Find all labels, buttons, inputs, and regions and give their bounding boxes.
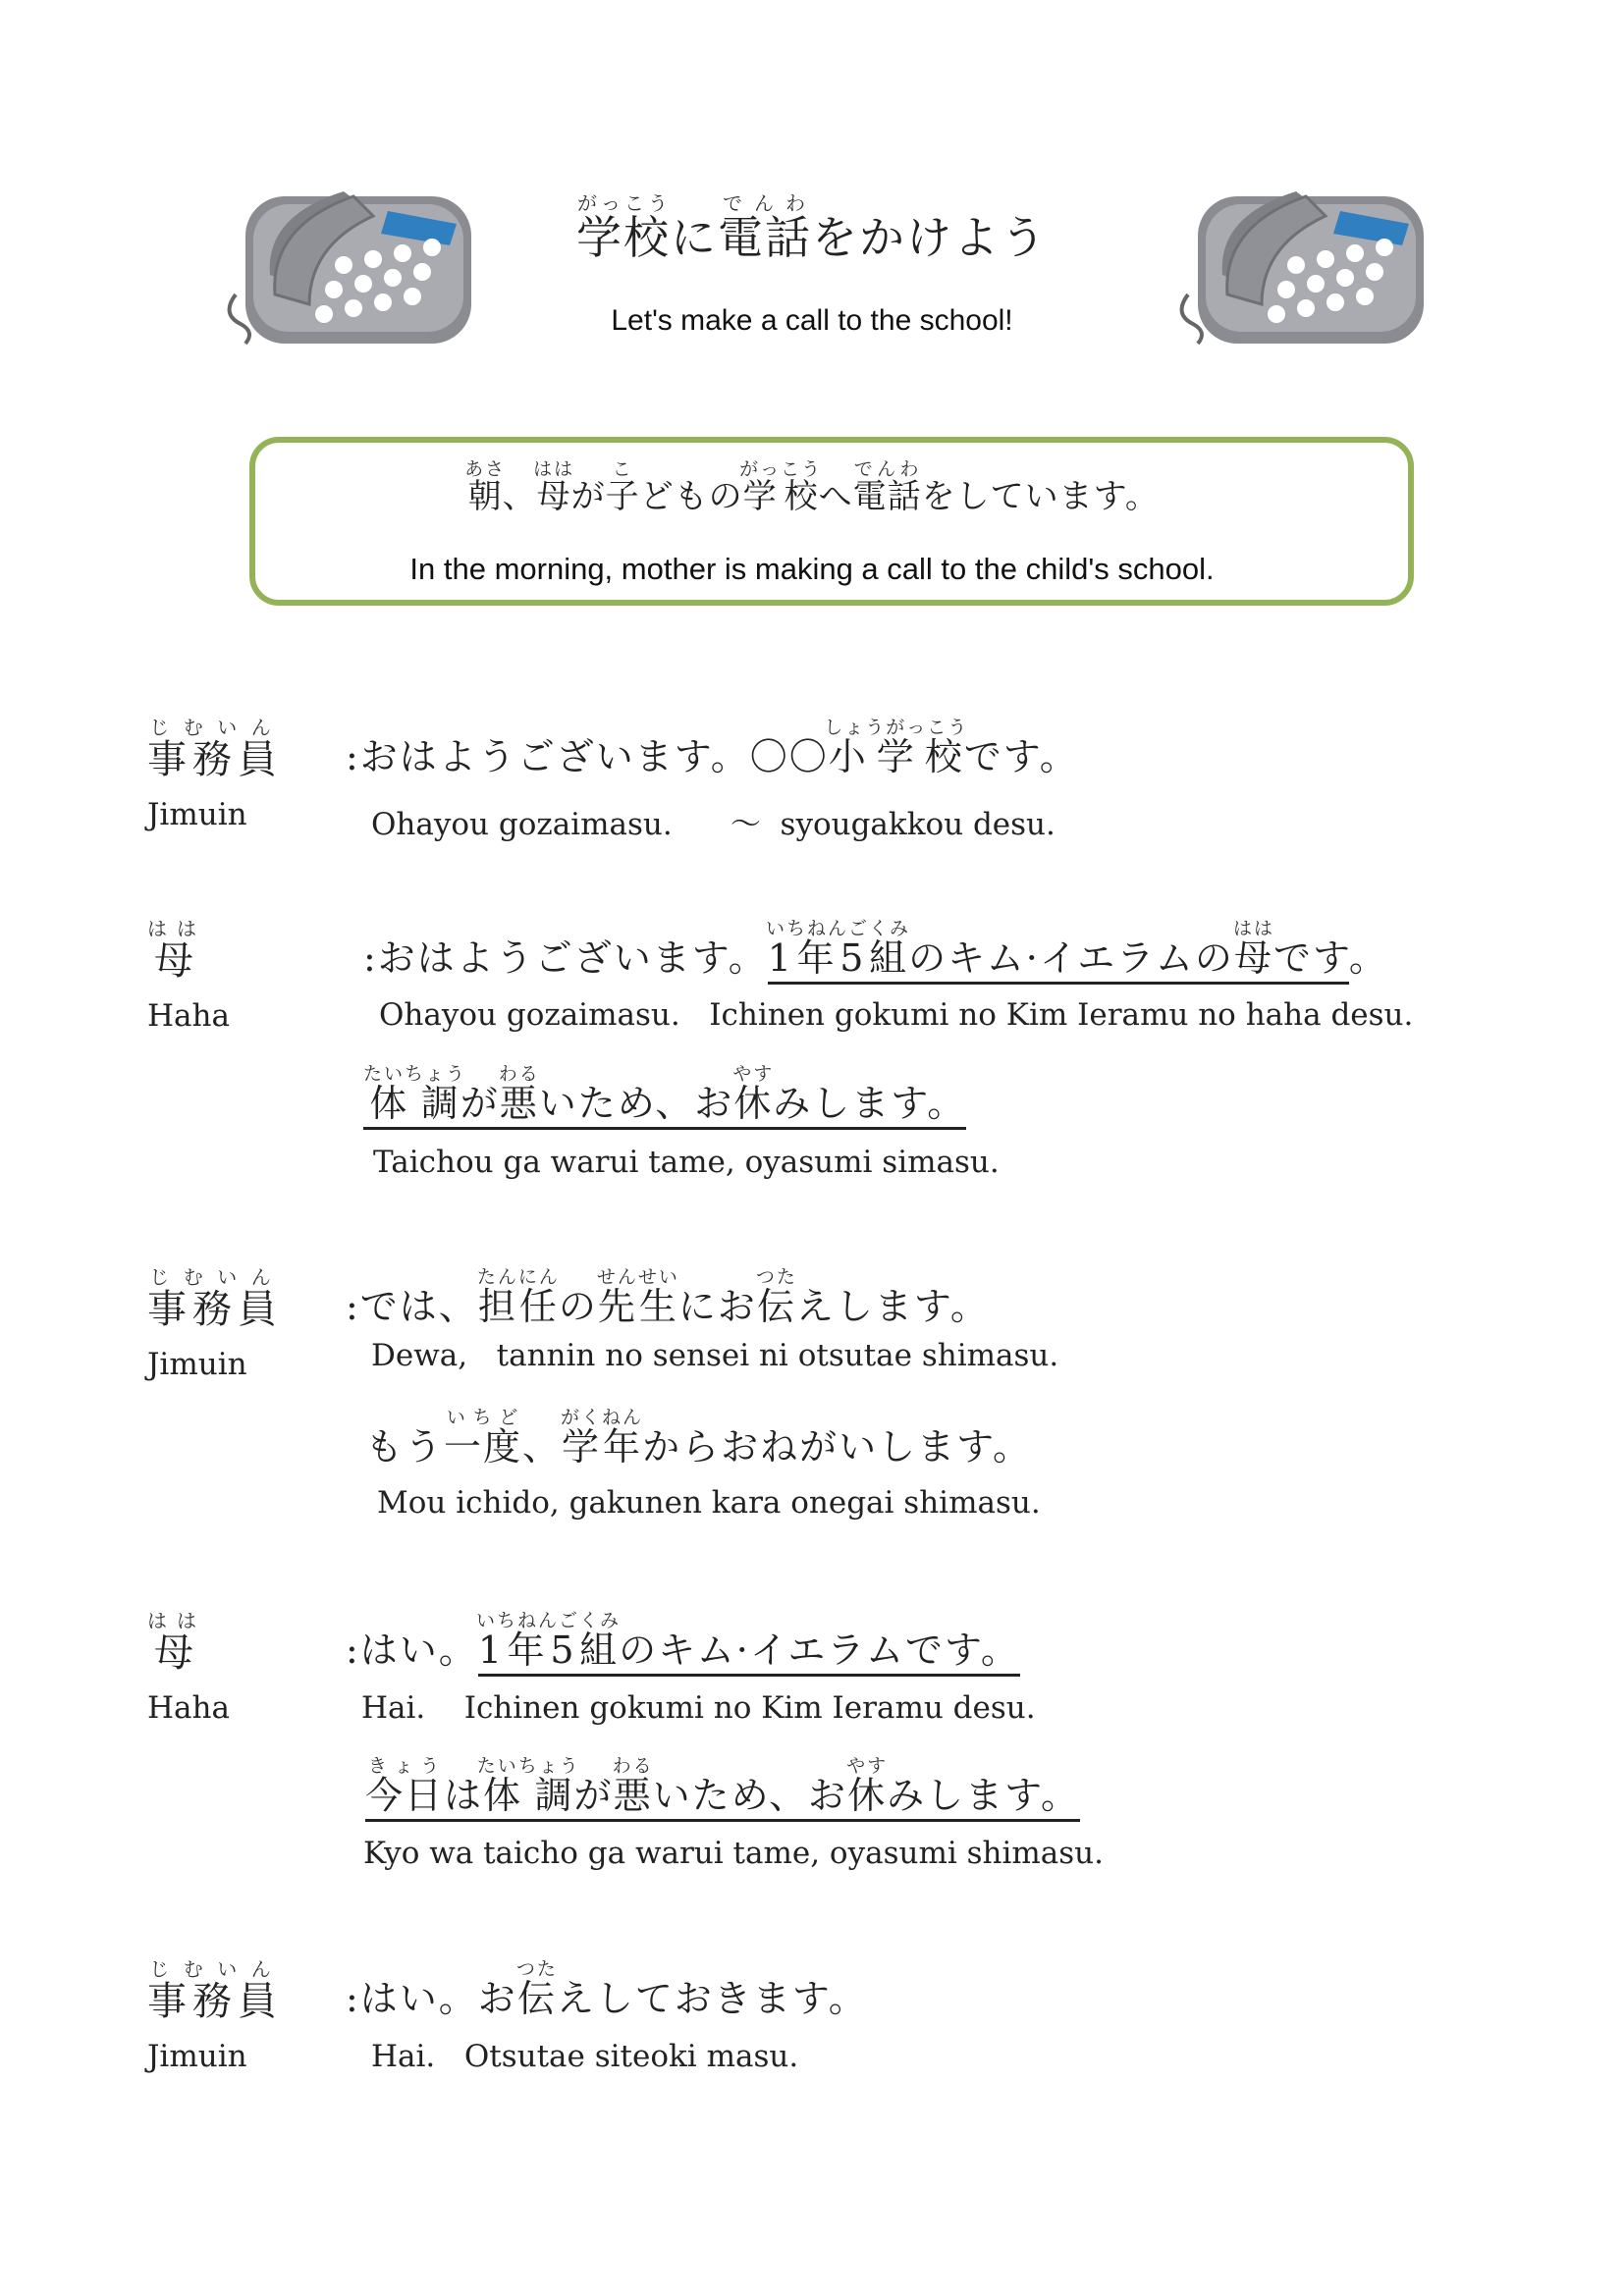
speaker-name — [147, 918, 206, 986]
furigana-word: 休やす — [846, 1755, 889, 1817]
dialogue-line-japanese: :はい。1年5組いちねんごくみのキム·イエラムです。 — [346, 1610, 1020, 1674]
furigana-word: 担任たんにん — [476, 1266, 560, 1328]
furigana-word: 伝つた — [515, 1958, 558, 2020]
furigana-word: 体調たいちょう — [476, 1755, 580, 1817]
dialogue-line-japanese: :はい。お伝つたえしておきます。 — [346, 1958, 868, 2020]
underlined-phrase: 1年5組いちねんごくみのキム·イエラムです。 — [478, 1629, 1020, 1677]
speaker-name — [147, 1266, 283, 1334]
underlined-phrase: 今日きょうは体調たいちょうが悪わるいため、お休やすみします。 — [365, 1774, 1080, 1822]
speaker-romaji: Jimuin — [147, 1347, 247, 1382]
speaker-name — [147, 1958, 283, 2026]
furigana-word: 学校がっこう — [739, 458, 823, 516]
speaker-name — [147, 1610, 206, 1678]
dialogue-line-romaji: Hai. Otsutae siteoki masu. — [371, 2039, 799, 2074]
speaker-romaji: Haha — [147, 1690, 230, 1726]
dialogue-line-romaji: Ohayou gozaimasu. Ichinen gokumi no Kim Ieramu no haha desu. — [379, 997, 1414, 1033]
furigana-word: 悪わる — [612, 1755, 654, 1817]
dialogue-line-japanese: :おはようございます。〇〇小学校しょうがっこうです。 — [346, 717, 1079, 778]
dialogue-line-romaji: Kyo wa taicho ga warui tame, oyasumi shimasu. — [363, 1836, 1105, 1871]
scene-description-english: In the morning, mother is making a call to the child's school. — [409, 552, 1215, 586]
dialogue-line-romaji: Mou ichido, gakunen kara onegai shimasu. — [377, 1485, 1041, 1521]
furigana-word: 事務員じむいん — [147, 1265, 283, 1332]
scene-description-japanese: 朝あさ、母ははが子こどもの学校がっこうへ電話でんわをしています。 — [464, 458, 1160, 516]
furigana-word: 小学校しょうがっこう — [824, 717, 969, 778]
furigana-word: 一度いちど — [444, 1407, 523, 1468]
page-title-english: Let's make a call to the school! — [611, 304, 1013, 337]
page-title: 学校がっこうに電話でんわをかけよう — [576, 191, 1048, 264]
speaker-romaji: Haha — [147, 998, 230, 1034]
furigana-word: 休やす — [732, 1063, 775, 1125]
furigana-word: 1年5組いちねんごくみ — [475, 1610, 621, 1672]
furigana-word: 母はは — [1232, 918, 1274, 980]
furigana-word: 電話でんわ — [852, 458, 922, 516]
dialogue-line-romaji: Hai. Ichinen gokumi no Kim Ieramu desu. — [361, 1690, 1036, 1726]
furigana-word: 学年がくねん — [561, 1407, 644, 1468]
furigana-word: 事務員じむいん — [147, 716, 283, 782]
furigana-word: 先生せんせい — [596, 1266, 679, 1328]
furigana-word: 母はは — [147, 917, 206, 984]
dialogue-line-japanese — [363, 1063, 966, 1127]
furigana-word: 事務員じむいん — [147, 1957, 283, 2024]
furigana-word: 伝つた — [755, 1266, 797, 1328]
underlined-phrase: 1年5組いちねんごくみのキム·イエラムの母ははです — [768, 936, 1349, 985]
furigana-word: 朝あさ — [464, 458, 507, 516]
furigana-word: 体調たいちょう — [363, 1063, 467, 1125]
speaker-name — [147, 717, 283, 784]
furigana-word: 悪わる — [498, 1063, 540, 1125]
dialogue-line-japanese: :では、担任たんにんの先生せんせいにお伝つたえします。 — [346, 1266, 990, 1328]
dialogue-line-japanese — [365, 1755, 1080, 1819]
underlined-phrase: 体調たいちょうが悪わるいため、お休やすみします。 — [363, 1082, 966, 1130]
furigana-word: 母はは — [147, 1609, 206, 1676]
furigana-word: 子こ — [605, 458, 640, 516]
furigana-word: 電話でんわ — [718, 191, 812, 264]
furigana-word: 学校がっこう — [576, 191, 671, 264]
furigana-word: 母はは — [533, 458, 575, 516]
furigana-word: 今日きょう — [365, 1755, 445, 1817]
speaker-romaji: Jimuin — [147, 2039, 247, 2074]
dialogue-line-japanese: もう一度いちど、学年がくねんからおねがいします。 — [365, 1407, 1033, 1468]
dialogue-line-romaji: Dewa, tannin no sensei ni otsutae shimasu. — [371, 1338, 1059, 1373]
furigana-word: 1年5組いちねんごくみ — [765, 918, 910, 980]
dialogue-line-romaji: Taichou ga warui tame, oyasumi simasu. — [373, 1145, 1000, 1180]
dialogue-line-japanese: :おはようございます。1年5組いちねんごくみのキム·イエラムの母ははです。 — [363, 918, 1388, 982]
speaker-romaji: Jimuin — [147, 797, 247, 832]
dialogue-line-romaji: Ohayou gozaimasu. ～ syougakkou desu. — [371, 807, 1056, 842]
